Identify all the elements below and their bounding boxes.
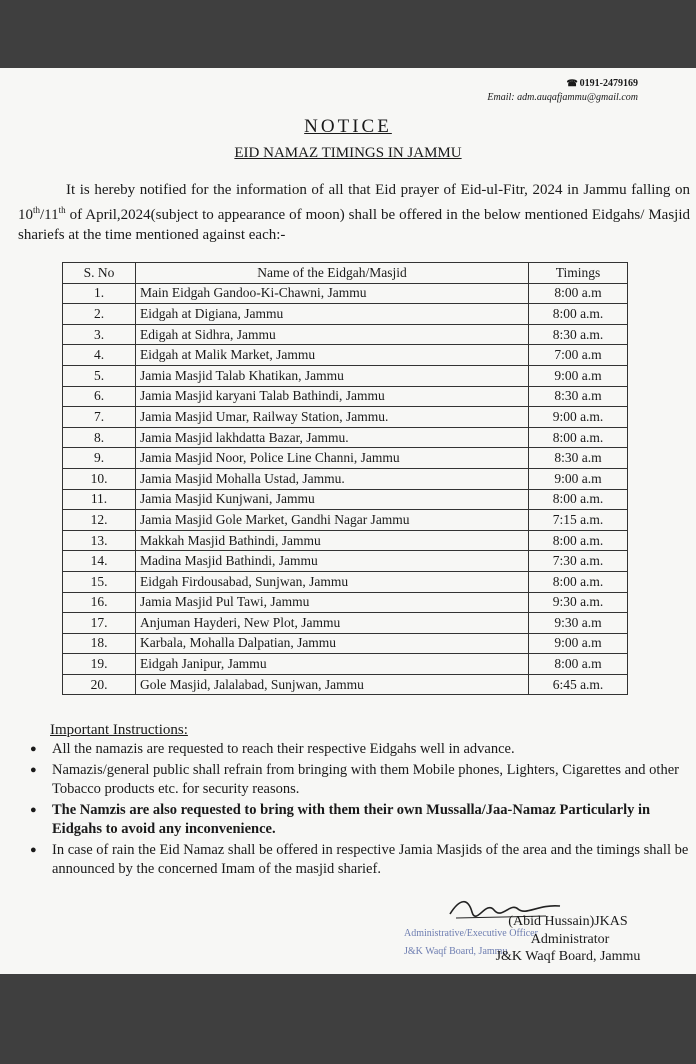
row-timing: 8:00 a.m. <box>529 489 628 510</box>
stamp-line-2: J&K Waqf Board, Jammu <box>404 946 508 957</box>
row-timing: 7:00 a.m <box>529 345 628 366</box>
row-sno: 19. <box>63 654 136 675</box>
table-row <box>63 304 628 325</box>
row-venue: Jamia Masjid Mohalla Ustad, Jammu. <box>136 468 529 489</box>
table-row <box>63 386 628 407</box>
row-sno: 15. <box>63 571 136 592</box>
row-venue: Jamia Masjid Noor, Police Line Channi, Jammu <box>136 448 529 469</box>
row-venue: Jamia Masjid lakhdatta Bazar, Jammu. <box>136 427 529 448</box>
instruction-item <box>30 801 694 840</box>
header-name: Name of the Eidgah/Masjid <box>136 263 529 284</box>
row-venue: Main Eidgah Gandoo-Ki-Chawni, Jammu <box>136 283 529 304</box>
row-timing: 8:00 a.m. <box>529 304 628 325</box>
row-sno: 13. <box>63 530 136 551</box>
signatory-name: (Abid Hussain)JKAS <box>508 914 628 929</box>
row-timing: 8:00 a.m. <box>529 427 628 448</box>
row-sno: 14. <box>63 551 136 572</box>
instruction-item <box>30 841 694 880</box>
timings-table <box>62 262 628 695</box>
row-sno: 10. <box>63 468 136 489</box>
table-row <box>63 654 628 675</box>
row-venue: Gole Masjid, Jalalabad, Sunjwan, Jammu <box>136 674 529 695</box>
table-row <box>63 324 628 345</box>
table-row <box>63 571 628 592</box>
row-sno: 5. <box>63 365 136 386</box>
table-body <box>63 283 628 695</box>
row-timing: 7:15 a.m. <box>529 510 628 531</box>
row-timing: 9:30 a.m <box>529 613 628 634</box>
table-row <box>63 345 628 366</box>
phone-line <box>487 76 638 91</box>
table-row <box>63 510 628 531</box>
row-timing: 8:30 a.m. <box>529 324 628 345</box>
row-sno: 12. <box>63 510 136 531</box>
row-sno: 8. <box>63 427 136 448</box>
stamp-line-1: Administrative/Executive Officer <box>404 928 538 939</box>
row-venue: Jamia Masjid Gole Market, Gandhi Nagar Jammu <box>136 510 529 531</box>
header-sno: S. No <box>63 263 136 284</box>
row-venue: Jamia Masjid Umar, Railway Station, Jammu. <box>136 407 529 428</box>
intro-paragraph <box>18 180 690 245</box>
notice-document <box>0 68 696 974</box>
row-sno: 20. <box>63 674 136 695</box>
table-row <box>63 407 628 428</box>
table-row <box>63 674 628 695</box>
intro-text-1: It is hereby notified for the information of all that Eid prayer of Eid-ul-Fitr, 2024 in Jammu falling on 10 <box>18 182 690 223</box>
table-row <box>63 489 628 510</box>
row-sno: 11. <box>63 489 136 510</box>
notice-title: NOTICE <box>304 116 392 137</box>
row-timing: 9:30 a.m. <box>529 592 628 613</box>
table-row <box>63 551 628 572</box>
row-timing: 7:30 a.m. <box>529 551 628 572</box>
row-venue: Makkah Masjid Bathindi, Jammu <box>136 530 529 551</box>
table-row <box>63 427 628 448</box>
row-timing: 9:00 a.m. <box>529 407 628 428</box>
instructions-heading: Important Instructions: <box>50 722 188 738</box>
row-sno: 9. <box>63 448 136 469</box>
row-venue: Eidgah Janipur, Jammu <box>136 654 529 675</box>
table-row <box>63 530 628 551</box>
notice-subtitle: EID NAMAZ TIMINGS IN JAMMU <box>234 145 462 161</box>
row-sno: 3. <box>63 324 136 345</box>
top-dark-band <box>0 0 696 68</box>
bullet-icon: ● <box>30 763 37 776</box>
row-sno: 7. <box>63 407 136 428</box>
phone-icon: ☎ <box>566 78 578 88</box>
row-venue: Eidgah at Digiana, Jammu <box>136 304 529 325</box>
row-timing: 8:30 a.m <box>529 448 628 469</box>
row-venue: Karbala, Mohalla Dalpatian, Jammu <box>136 633 529 654</box>
table-row <box>63 468 628 489</box>
row-venue: Madina Masjid Bathindi, Jammu <box>136 551 529 572</box>
bullet-icon: ● <box>30 843 37 856</box>
row-timing: 8:00 a.m <box>529 654 628 675</box>
row-sno: 2. <box>63 304 136 325</box>
row-sno: 17. <box>63 613 136 634</box>
instruction-text: All the namazis are requested to reach their respective Eidgahs well in advance. <box>52 741 515 757</box>
bullet-icon: ● <box>30 803 37 816</box>
table-row <box>63 365 628 386</box>
row-sno: 16. <box>63 592 136 613</box>
row-timing: 8:30 a.m <box>529 386 628 407</box>
row-timing: 8:00 a.m <box>529 283 628 304</box>
row-venue: Anjuman Hayderi, New Plot, Jammu <box>136 613 529 634</box>
bullet-icon: ● <box>30 743 37 755</box>
phone-number: 0191-2479169 <box>579 78 638 89</box>
row-timing: 6:45 a.m. <box>529 674 628 695</box>
row-venue: Edigah at Sidhra, Jammu <box>136 324 529 345</box>
table-row <box>63 448 628 469</box>
intro-slash: /11 <box>40 207 59 223</box>
row-timing: 8:00 a.m. <box>529 571 628 592</box>
table-row <box>63 283 628 304</box>
row-sno: 1. <box>63 283 136 304</box>
intro-text-2: of April,2024(subject to appearance of moon) shall be offered in the below mentioned Eidgahs/ Masjid shariefs at the time mentioned against each:- <box>18 207 690 243</box>
row-venue: Jamia Masjid karyani Talab Bathindi, Jammu <box>136 386 529 407</box>
email-line: Email: adm.auqafjammu@gmail.com <box>487 92 638 103</box>
row-timing: 9:00 a.m <box>529 633 628 654</box>
intro-sup-2: th <box>58 205 66 215</box>
header-timings: Timings <box>529 263 628 284</box>
row-sno: 6. <box>63 386 136 407</box>
row-timing: 8:00 a.m. <box>529 530 628 551</box>
row-timing: 9:00 a.m <box>529 365 628 386</box>
instruction-item <box>30 761 694 800</box>
table-row <box>63 592 628 613</box>
row-venue: Jamia Masjid Kunjwani, Jammu <box>136 489 529 510</box>
row-timing: 9:00 a.m <box>529 468 628 489</box>
table-header-row <box>63 263 628 284</box>
row-venue: Eidgah at Malik Market, Jammu <box>136 345 529 366</box>
table-row <box>63 613 628 634</box>
row-sno: 4. <box>63 345 136 366</box>
instruction-text: In case of rain the Eid Namaz shall be offered in respective Jamia Masjids of the area and the timings shall be announced by the concerned Imam of the masjid sharief. <box>52 841 689 877</box>
intro-sup-1: th <box>33 205 41 215</box>
instruction-text: Namazis/general public shall refrain from bringing with them Mobile phones, Lighters, Cigarettes and other Tobacco products etc. for security reasons. <box>52 761 679 797</box>
contact-block <box>487 76 638 105</box>
row-sno: 18. <box>63 633 136 654</box>
bottom-dark-band <box>0 974 696 1064</box>
instructions-list <box>30 740 694 881</box>
row-venue: Jamia Masjid Pul Tawi, Jammu <box>136 592 529 613</box>
row-venue: Eidgah Firdousabad, Sunjwan, Jammu <box>136 571 529 592</box>
instruction-item <box>30 740 694 760</box>
table-row <box>63 633 628 654</box>
instruction-text: The Namzis are also requested to bring with them their own Mussalla/Jaa-Namaz Particularly in Eidgahs to avoid any inconvenience. <box>52 801 651 837</box>
signatory-office: J&K Waqf Board, Jammu <box>495 949 641 964</box>
signatory-designation: Administrator <box>530 932 610 947</box>
row-venue: Jamia Masjid Talab Khatikan, Jammu <box>136 365 529 386</box>
